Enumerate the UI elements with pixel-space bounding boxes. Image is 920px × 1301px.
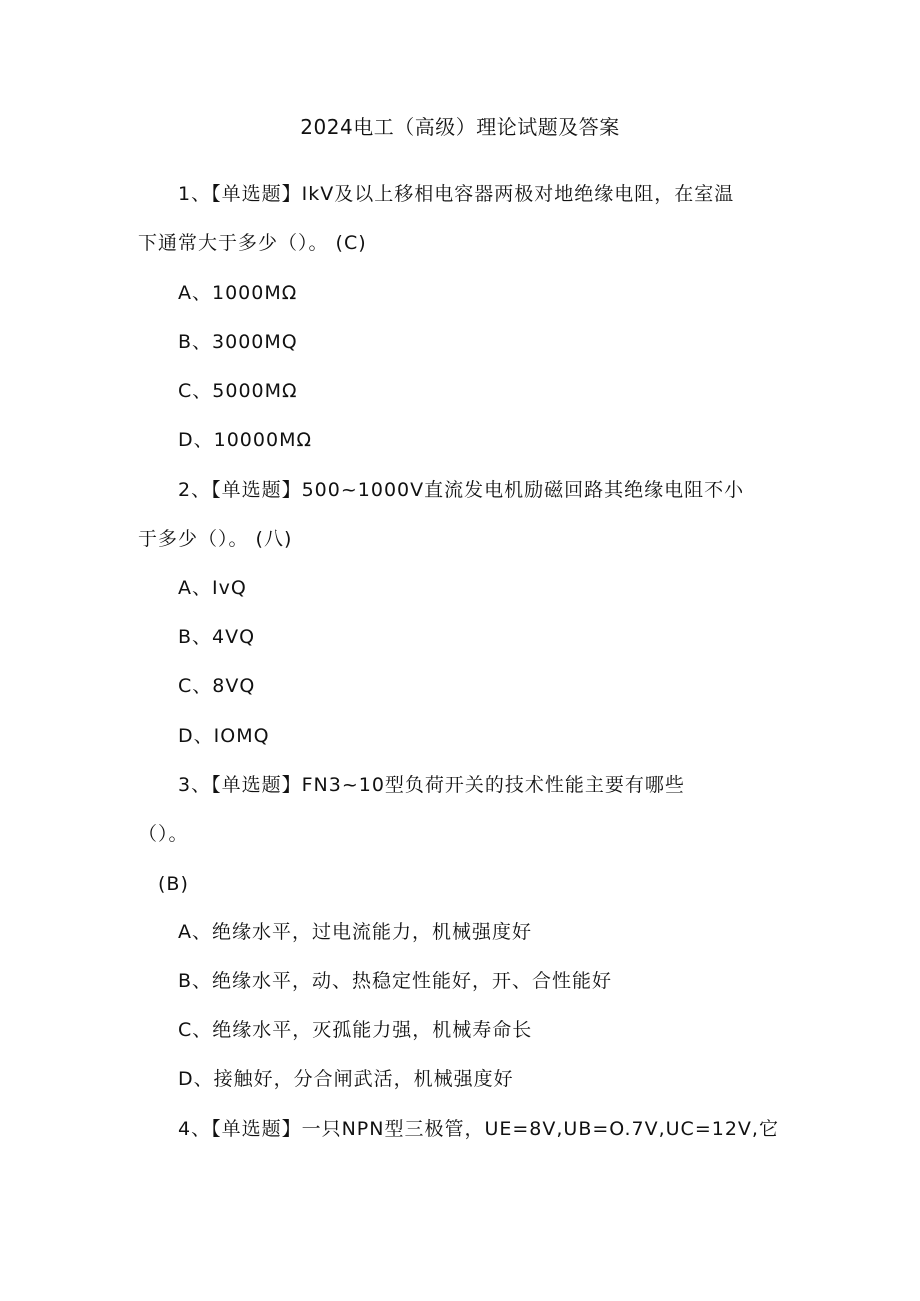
question-1-option-c: C、5000MΩ [178,380,298,402]
document-title: 2024电工（高级）理论试题及答案 [300,115,620,139]
question-2-option-c: C、8VQ [178,675,256,697]
question-2-stem-line-1: 2、【单选题】500~1000V直流发电机励磁回路其绝缘电阻不小 [178,479,745,501]
question-2-option-b: B、4VQ [178,626,256,648]
question-2-option-a: A、IvQ [178,577,247,599]
question-3-option-c: C、绝缘水平，灭孤能力强，机械寿命长 [178,1019,533,1041]
question-2-stem-line-2: 于多少（）。 (八) [138,528,293,550]
question-3-stem-line-2: （）。 [138,823,189,845]
question-3-answer: (B) [158,873,189,895]
question-1-option-b: B、3000MQ [178,331,298,353]
question-3-option-d: D、接触好，分合闸武活，机械强度好 [178,1068,514,1090]
question-3-stem-line-1: 3、【单选题】FN3~10型负荷开关的技术性能主要有哪些 [178,774,685,796]
question-1-stem-line-2: 下通常大于多少（）。 (C) [138,232,367,254]
question-1-stem-line-1: 1、【单选题】IkV及以上移相电容器两极对地绝缘电阻，在室温 [178,183,735,205]
question-1-option-d: D、10000MΩ [178,429,312,451]
question-2-option-d: D、IOMQ [178,725,270,747]
question-1-option-a: A、1000MΩ [178,282,298,304]
question-3-option-a: A、绝缘水平，过电流能力，机械强度好 [178,921,532,943]
question-4-stem-line-1: 4、【单选题】一只NPN型三极管，UE=8V,UB=O.7V,UC=12V,它 [178,1118,779,1140]
question-3-option-b: B、绝缘水平，动、热稳定性能好，开、合性能好 [178,970,613,992]
